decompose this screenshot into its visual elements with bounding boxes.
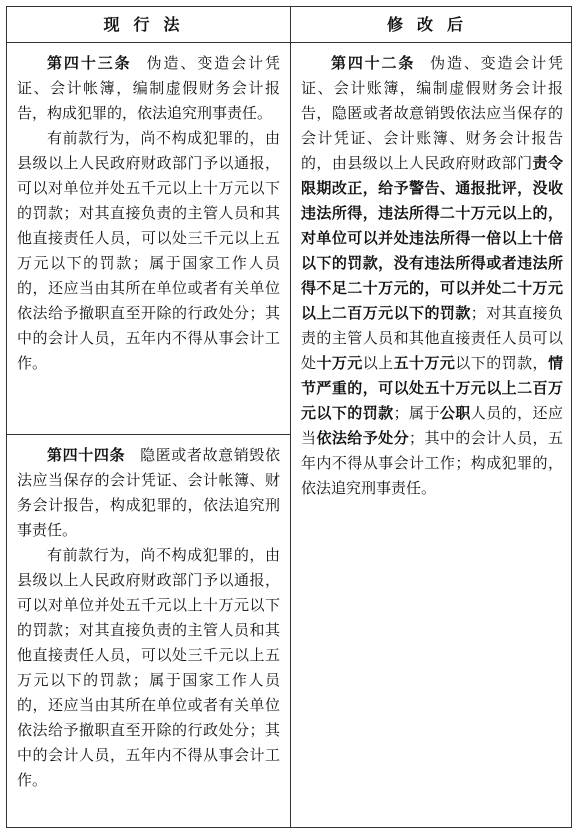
comparison-table <box>6 6 572 828</box>
article-42-segment-3: 以上 <box>362 354 394 372</box>
article-43-paragraph-1 <box>17 51 280 126</box>
row-divider <box>7 434 290 435</box>
cell-article-43 <box>7 51 290 376</box>
article-43-title: 第四十三条 <box>47 54 132 72</box>
article-42-segment-2: ；对其直接负责的主管人员和其他直接责任人员可以处 <box>301 304 563 372</box>
cell-article-44 <box>7 443 290 793</box>
article-42-bold-6: 依法给予处分 <box>316 429 410 447</box>
table-header-row <box>7 7 571 43</box>
article-43-text-1: 伪造、变造会计凭证、会计帐簿，编制虚假财务会计报告，构成犯罪的，依法追究刑事责任。 <box>17 54 280 122</box>
header-amended: 修改后 <box>386 15 477 34</box>
article-42-segment-6: 人员的，还应当 <box>301 404 563 447</box>
article-42-bold-1: 责令限期改正，给予警告、通报批评，没收违法所得，违法所得二十万元以上的，对单位可以并处违法所得一倍以上十倍以下的罚款，没有违法所得或者违法所得不足二十万元的，可以并处二十万元以上二百万元以下的罚款 <box>301 154 563 322</box>
article-42-bold-2: 十万元 <box>316 354 363 372</box>
article-42-segment-1: 伪造、变造会计凭证、会计账簿，编制虚假财务会计报告，隐匿或者故意销毁依法应当保存的会计凭证、会计账簿、财务会计报告的，由县级以上人民政府财政部门 <box>301 54 563 172</box>
article-42-segment-7: ；其中的会计人员，五年内不得从事会计工作；构成犯罪的，依法追究刑事责任。 <box>301 429 563 497</box>
article-42-title: 第四十二条 <box>331 54 416 72</box>
article-44-paragraph-2: 有前款行为，尚不构成犯罪的，由县级以上人民政府财政部门予以通报，可以对单位并处五千元以上十万元以下的罚款；对其直接负责的主管人员和其他直接责任人员，可以处三千元以上五万元以下的罚款；属于国家工作人员的，还应当由其所在单位或者有关单位依法给予撤职直至开除的行政处分；其中的会计人员，五年内不得从事会计工作。 <box>17 546 280 789</box>
header-current-law: 现行法 <box>103 15 194 34</box>
article-42-segment-5: ；属于 <box>393 404 440 422</box>
article-42-bold-3: 五十万元 <box>393 354 456 372</box>
article-44-text-1: 隐匿或者故意销毁依法应当保存的会计凭证、会计帐簿、财务会计报告，构成犯罪的，依法追究刑事责任。 <box>17 446 280 539</box>
article-42-segment-4: 以下的罚款， <box>455 354 548 372</box>
article-42-bold-5: 公职 <box>439 404 471 422</box>
cell-article-42-amended <box>291 51 573 501</box>
article-44-title: 第四十四条 <box>47 446 126 464</box>
article-42-paragraph <box>301 51 563 501</box>
article-44-paragraph-1 <box>17 443 280 543</box>
article-43-paragraph-2: 有前款行为，尚不构成犯罪的，由县级以上人民政府财政部门予以通报，可以对单位并处五千元以上十万元以下的罚款；对其直接负责的主管人员和其他直接责任人员，可以处三千元以上五万元以下的罚款；属于国家工作人员的，还应当由其所在单位或者有关单位依法给予撤职直至开除的行政处分；其中的会计人员，五年内不得从事会计工作。 <box>17 129 280 372</box>
article-42-bold-4: 情节严重的，可以处五十万元以上二百万元以下的罚款 <box>301 354 563 422</box>
